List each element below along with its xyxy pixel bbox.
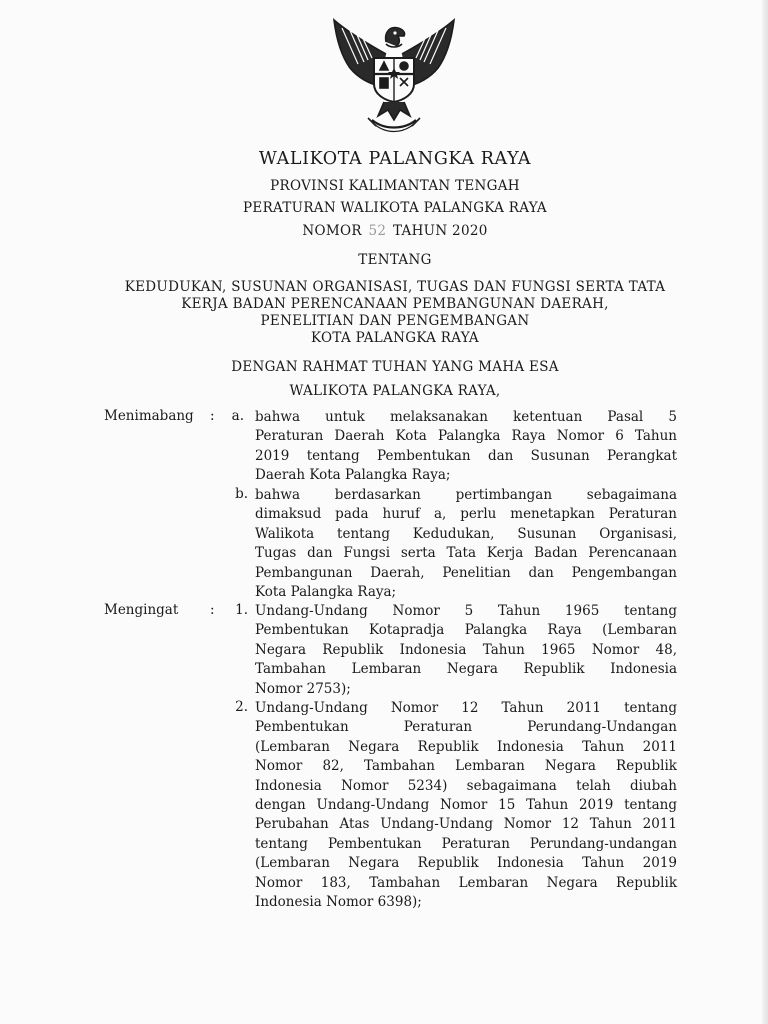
text-line: bahwa berdasarkan pertimbangan sebagaimana <box>255 487 677 503</box>
text-line: dimaksud pada huruf a, perlu menetapkan Peraturan <box>255 506 677 523</box>
text-line: Kota Palangka Raya; <box>255 583 397 600</box>
menimbang-item-b <box>255 486 677 602</box>
text-line: 2019 tentang Pembentukan dan Susunan Perangkat <box>255 447 677 464</box>
province-line: PROVINSI KALIMANTAN TENGAH <box>270 178 520 194</box>
text-line: Indonesia Nomor 6398); <box>255 893 422 910</box>
text-line: Tambahan Lembaran Negara Republik Indonesia <box>255 661 677 678</box>
mengingat-label: Mengingat <box>104 602 179 618</box>
subject-line: KEDUDUKAN, SUSUNAN ORGANISASI, TUGAS DAN FUNGSI SERTA TATA <box>124 279 666 295</box>
garuda-emblem-icon <box>328 14 460 138</box>
subject-line: KOTA PALANGKA RAYA <box>311 330 479 346</box>
text-line: Perubahan Atas Undang-Undang Nomor 12 Tahun 2011 <box>255 816 677 833</box>
menimbang-colon: : <box>210 408 215 424</box>
nomor-label: NOMOR <box>302 223 362 239</box>
mengingat-item-2 <box>255 699 677 912</box>
text-line: tentang Pembentukan Peraturan Perundang-undangan <box>255 835 677 852</box>
text-line: Tugas dan Fungsi serta Tata Kerja Badan Perencanaan <box>255 545 677 562</box>
text-line: Pembentukan Kotapradja Palangka Raya (Lembaran <box>255 622 677 639</box>
menimbang-label: Menimabang <box>104 408 194 424</box>
text-line: Pembentukan Peraturan Perundang-Undangan <box>255 719 677 736</box>
text-line: (Lembaran Negara Republik Indonesia Tahun 2011 <box>255 738 677 755</box>
mengingat-colon: : <box>210 602 215 618</box>
nomor-value: 52 <box>368 223 387 239</box>
text-line: Walikota tentang Kedudukan, Susunan Organisasi, <box>255 525 677 542</box>
issuer-title: WALIKOTA PALANGKA RAYA <box>258 149 532 169</box>
text-line: Nomor 183, Tambahan Lembaran Negara Republik <box>255 874 677 891</box>
text-line: Nomor 82, Tambahan Lembaran Negara Republik <box>255 758 677 775</box>
text-line: Undang-Undang Nomor 5 Tahun 1965 tentang <box>255 603 677 619</box>
subject-line: KERJA BADAN PERENCANAAN PEMBANGUNAN DAERAH, <box>181 296 609 312</box>
preamble-line: WALIKOTA PALANGKA RAYA, <box>289 383 501 399</box>
item-marker: a. <box>231 408 244 424</box>
text-line: Daerah Kota Palangka Raya; <box>255 467 451 484</box>
text-line: Indonesia Nomor 5234) sebagaimana telah diubah <box>255 777 677 794</box>
text-line: Nomor 2753); <box>255 680 351 697</box>
text-line: (Lembaran Negara Republik Indonesia Tahun 2019 <box>255 855 677 872</box>
text-line: Pembangunan Daerah, Penelitian dan Pengembangan <box>255 564 677 581</box>
mengingat-item-1 <box>255 602 677 699</box>
tahun-label: TAHUN 2020 <box>392 223 488 239</box>
subject-line: PENELITIAN DAN PENGEMBANGAN <box>260 313 530 329</box>
text-line: Undang-Undang Nomor 12 Tahun 2011 tentang <box>255 700 677 716</box>
preamble-line: DENGAN RAHMAT TUHAN YANG MAHA ESA <box>231 359 559 375</box>
text-line: dengan Undang-Undang Nomor 15 Tahun 2019 tentang <box>255 796 677 813</box>
item-marker: b. <box>235 486 248 502</box>
item-marker: 2. <box>235 699 248 715</box>
menimbang-item-a <box>255 408 677 486</box>
regulation-line: PERATURAN WALIKOTA PALANGKA RAYA <box>243 200 547 216</box>
tentang-heading: TENTANG <box>358 252 432 268</box>
item-marker: 1. <box>235 602 248 618</box>
text-line: Negara Republik Indonesia Tahun 1965 Nomor 48, <box>255 641 677 658</box>
text-line: Peraturan Daerah Kota Palangka Raya Nomor 6 Tahun <box>255 428 677 445</box>
text-line: bahwa untuk melaksanakan ketentuan Pasal 5 <box>255 409 677 425</box>
regulation-number-line <box>0 223 768 239</box>
